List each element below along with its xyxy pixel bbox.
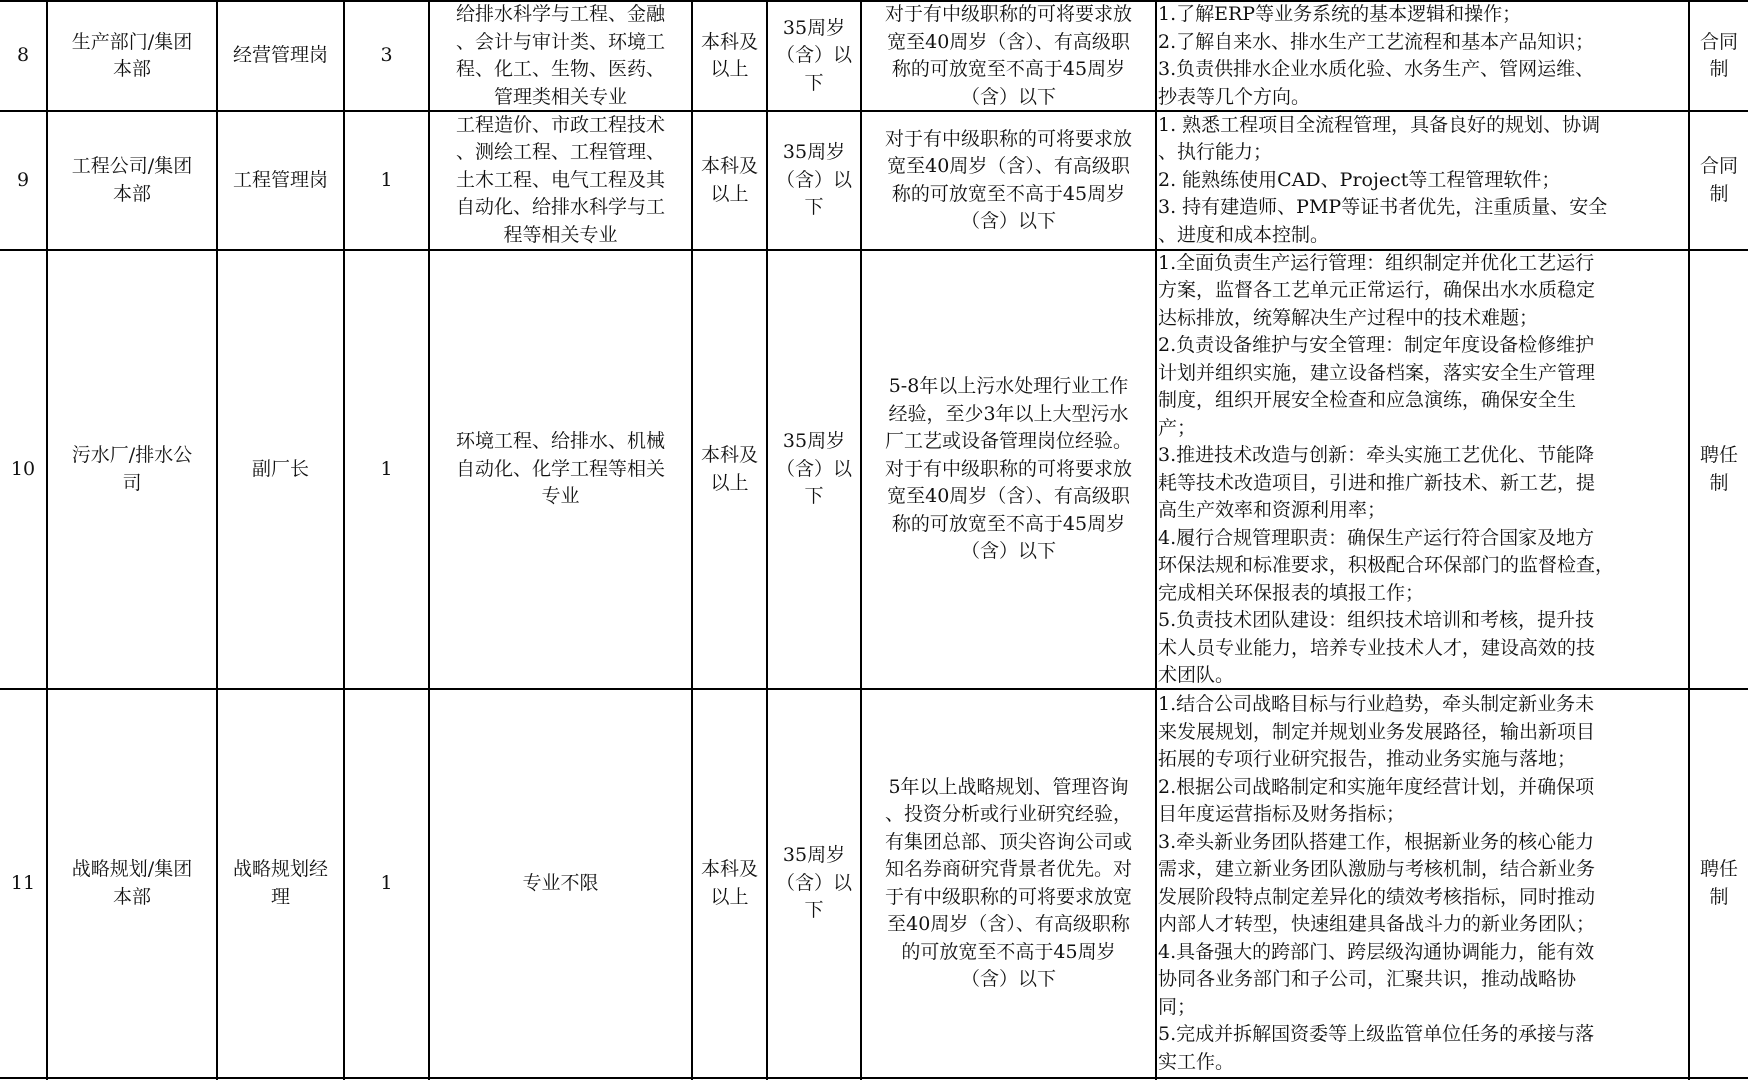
row-number-text: 9 bbox=[16, 168, 30, 191]
education-text: 本科及 以上 bbox=[700, 858, 758, 908]
position-text: 副厂长 bbox=[251, 457, 309, 480]
row-border bbox=[0, 1077, 1748, 1079]
row-number-text: 11 bbox=[10, 871, 36, 894]
experience-text: 5-8年以上污水处理行业工作 经验，至少3年以上大型污水 厂工艺或设备管理岗位经验。 对于有中级职称的可将要求放 宽至40周岁（含）、有高级职 称的可放宽至不高于45周岁 （含）以下 bbox=[884, 375, 1132, 563]
age-text: 35周岁 （含）以 下 bbox=[775, 430, 852, 508]
cell-duties bbox=[1158, 2, 1688, 110]
cell-duties bbox=[1158, 112, 1688, 249]
cell-position bbox=[218, 690, 343, 1077]
cell-contract bbox=[1690, 112, 1748, 249]
cell-duties bbox=[1158, 251, 1688, 688]
cell-row-number bbox=[0, 2, 46, 110]
cell-major bbox=[430, 690, 691, 1077]
age-text: 35周岁 （含）以 下 bbox=[775, 141, 852, 219]
count-text: 1 bbox=[380, 168, 393, 191]
major-text: 工程造价、市政工程技术 、测绘工程、工程管理、 土木工程、电气工程及其 自动化、给排水科学与工 程等相关专业 bbox=[455, 113, 665, 246]
contract-text: 聘任 制 bbox=[1699, 444, 1738, 494]
cell-unit bbox=[48, 690, 216, 1077]
unit-text: 污水厂/排水公 司 bbox=[71, 444, 193, 494]
count-text: 3 bbox=[380, 44, 393, 67]
cell-row-number bbox=[0, 251, 46, 688]
major-text: 给排水科学与工程、金融 、会计与审计类、环境工 程、化工、生物、医药、 管理类相关专业 bbox=[455, 3, 665, 108]
cell-duties bbox=[1158, 690, 1688, 1077]
cell-contract bbox=[1690, 690, 1748, 1077]
duties-text: 1. 熟悉工程项目全流程管理，具备良好的规划、协调 、执行能力； 2. 能熟练使用CAD、Project等工程管理软件； 3. 持有建造师、PMP等证书者优先，注重质量、安全 、进度和成本控制。 bbox=[1158, 113, 1608, 246]
cell-experience bbox=[862, 690, 1155, 1077]
cell-age bbox=[768, 112, 860, 249]
position-text: 工程管理岗 bbox=[232, 168, 328, 191]
major-text: 环境工程、给排水、机械 自动化、化学工程等相关 专业 bbox=[455, 430, 665, 508]
row-number-text: 10 bbox=[10, 457, 36, 480]
cell-unit bbox=[48, 2, 216, 110]
cell-education bbox=[693, 112, 766, 249]
position-text: 战略规划经 理 bbox=[232, 858, 328, 908]
cell-age bbox=[768, 2, 860, 110]
cell-position bbox=[218, 112, 343, 249]
cell-education bbox=[693, 251, 766, 688]
cell-experience bbox=[862, 112, 1155, 249]
cell-experience bbox=[862, 251, 1155, 688]
experience-text: 5年以上战略规划、管理咨询 、投资分析或行业研究经验， 有集团总部、顶尖咨询公司或 知名券商研究背景者优先。对 于有中级职称的可将要求放宽 至40周岁（含）、有高级职称 的可放宽至不高于45周岁 （含）以下 bbox=[884, 775, 1132, 990]
age-text: 35周岁 （含）以 下 bbox=[775, 16, 852, 94]
cell-contract bbox=[1690, 2, 1748, 110]
cell-count bbox=[345, 251, 428, 688]
education-text: 本科及 以上 bbox=[700, 30, 758, 80]
unit-text: 战略规划/集团 本部 bbox=[71, 858, 193, 908]
contract-text: 合同 制 bbox=[1699, 30, 1738, 80]
education-text: 本科及 以上 bbox=[700, 444, 758, 494]
major-text: 专业不限 bbox=[522, 871, 599, 894]
age-text: 35周岁 （含）以 下 bbox=[775, 844, 852, 922]
unit-text: 生产部门/集团 本部 bbox=[71, 30, 193, 80]
cell-count bbox=[345, 2, 428, 110]
count-text: 1 bbox=[380, 457, 393, 480]
cell-contract bbox=[1690, 251, 1748, 688]
duties-text: 1.结合公司战略目标与行业趋势，牵头制定新业务未 来发展规划，制定并规划业务发展路径，输出新项目 拓展的专项行业研究报告，推动业务实施与落地； 2.根据公司战略制定和实施年度经营计划，并确保项 目年度运营指标及财务指标； 3.牵头新业务团队搭建工作，根据新业务的核心能力 需求，建立新业务团队激励与考核机制，结合新业务 发展阶段特点制定差异化的绩效考核指标，同时推动 内部人才转型，快速组建具备战斗力的新业务团队； 4.具备强大的跨部门、跨层级沟通协调能力，能有效 协同各业务部门和子公司，汇聚共识，推动战略协 同； 5.完成并拆解国资委等上级监管单位任务的承接与落 实工作。 bbox=[1158, 693, 1596, 1073]
cell-major bbox=[430, 251, 691, 688]
cell-unit bbox=[48, 251, 216, 688]
cell-experience bbox=[862, 2, 1155, 110]
cell-position bbox=[218, 251, 343, 688]
cell-position bbox=[218, 2, 343, 110]
count-text: 1 bbox=[380, 871, 393, 894]
cell-education bbox=[693, 2, 766, 110]
cell-age bbox=[768, 690, 860, 1077]
position-text: 经营管理岗 bbox=[232, 44, 328, 67]
row-number-text: 8 bbox=[16, 44, 30, 67]
cell-unit bbox=[48, 112, 216, 249]
duties-text: 1.全面负责生产运行管理：组织制定并优化工艺运行 方案，监督各工艺单元正常运行，确保出水水质稳定 达标排放，统筹解决生产过程中的技术难题； 2.负责设备维护与安全管理：制定年度设备检修维护 计划并组织实施，建立设备档案，落实安全生产管理 制度，组织开展安全检查和应急演练，确保安全生 产； 3.推进技术改造与创新：牵头实施工艺优化、节能降 耗等技术改造项目，引进和推广新技术、新工艺，提 高生产效率和资源利用率； 4.履行合规管理职责：确保生产运行符合国家及地方 环保法规和标准要求，积极配合环保部门的监督检查， 完成相关环保报表的填报工作； 5.负责技术团队建设：组织技术培训和考核，提升技 术人员专业能力，培养专业技术人才，建设高效的技 术团队。 bbox=[1158, 251, 1615, 686]
cell-major bbox=[430, 2, 691, 110]
unit-text: 工程公司/集团 本部 bbox=[71, 155, 193, 205]
experience-text: 对于有中级职称的可将要求放 宽至40周岁（含）、有高级职 称的可放宽至不高于45周岁 （含）以下 bbox=[884, 127, 1132, 232]
cell-row-number bbox=[0, 112, 46, 249]
col-border bbox=[1155, 0, 1157, 1080]
cell-education bbox=[693, 690, 766, 1077]
duties-text: 1.了解ERP等业务系统的基本逻辑和操作； 2.了解自来水、排水生产工艺流程和基本产品知识； 3.负责供排水企业水质化验、水务生产、管网运维、 抄表等几个方向。 bbox=[1158, 3, 1595, 108]
cell-row-number bbox=[0, 690, 46, 1077]
cell-count bbox=[345, 112, 428, 249]
experience-text: 对于有中级职称的可将要求放 宽至40周岁（含）、有高级职 称的可放宽至不高于45周岁 （含）以下 bbox=[884, 3, 1132, 108]
cell-count bbox=[345, 690, 428, 1077]
contract-text: 聘任 制 bbox=[1699, 858, 1738, 908]
education-text: 本科及 以上 bbox=[700, 155, 758, 205]
cell-age bbox=[768, 251, 860, 688]
cell-major bbox=[430, 112, 691, 249]
contract-text: 合同 制 bbox=[1699, 155, 1738, 205]
